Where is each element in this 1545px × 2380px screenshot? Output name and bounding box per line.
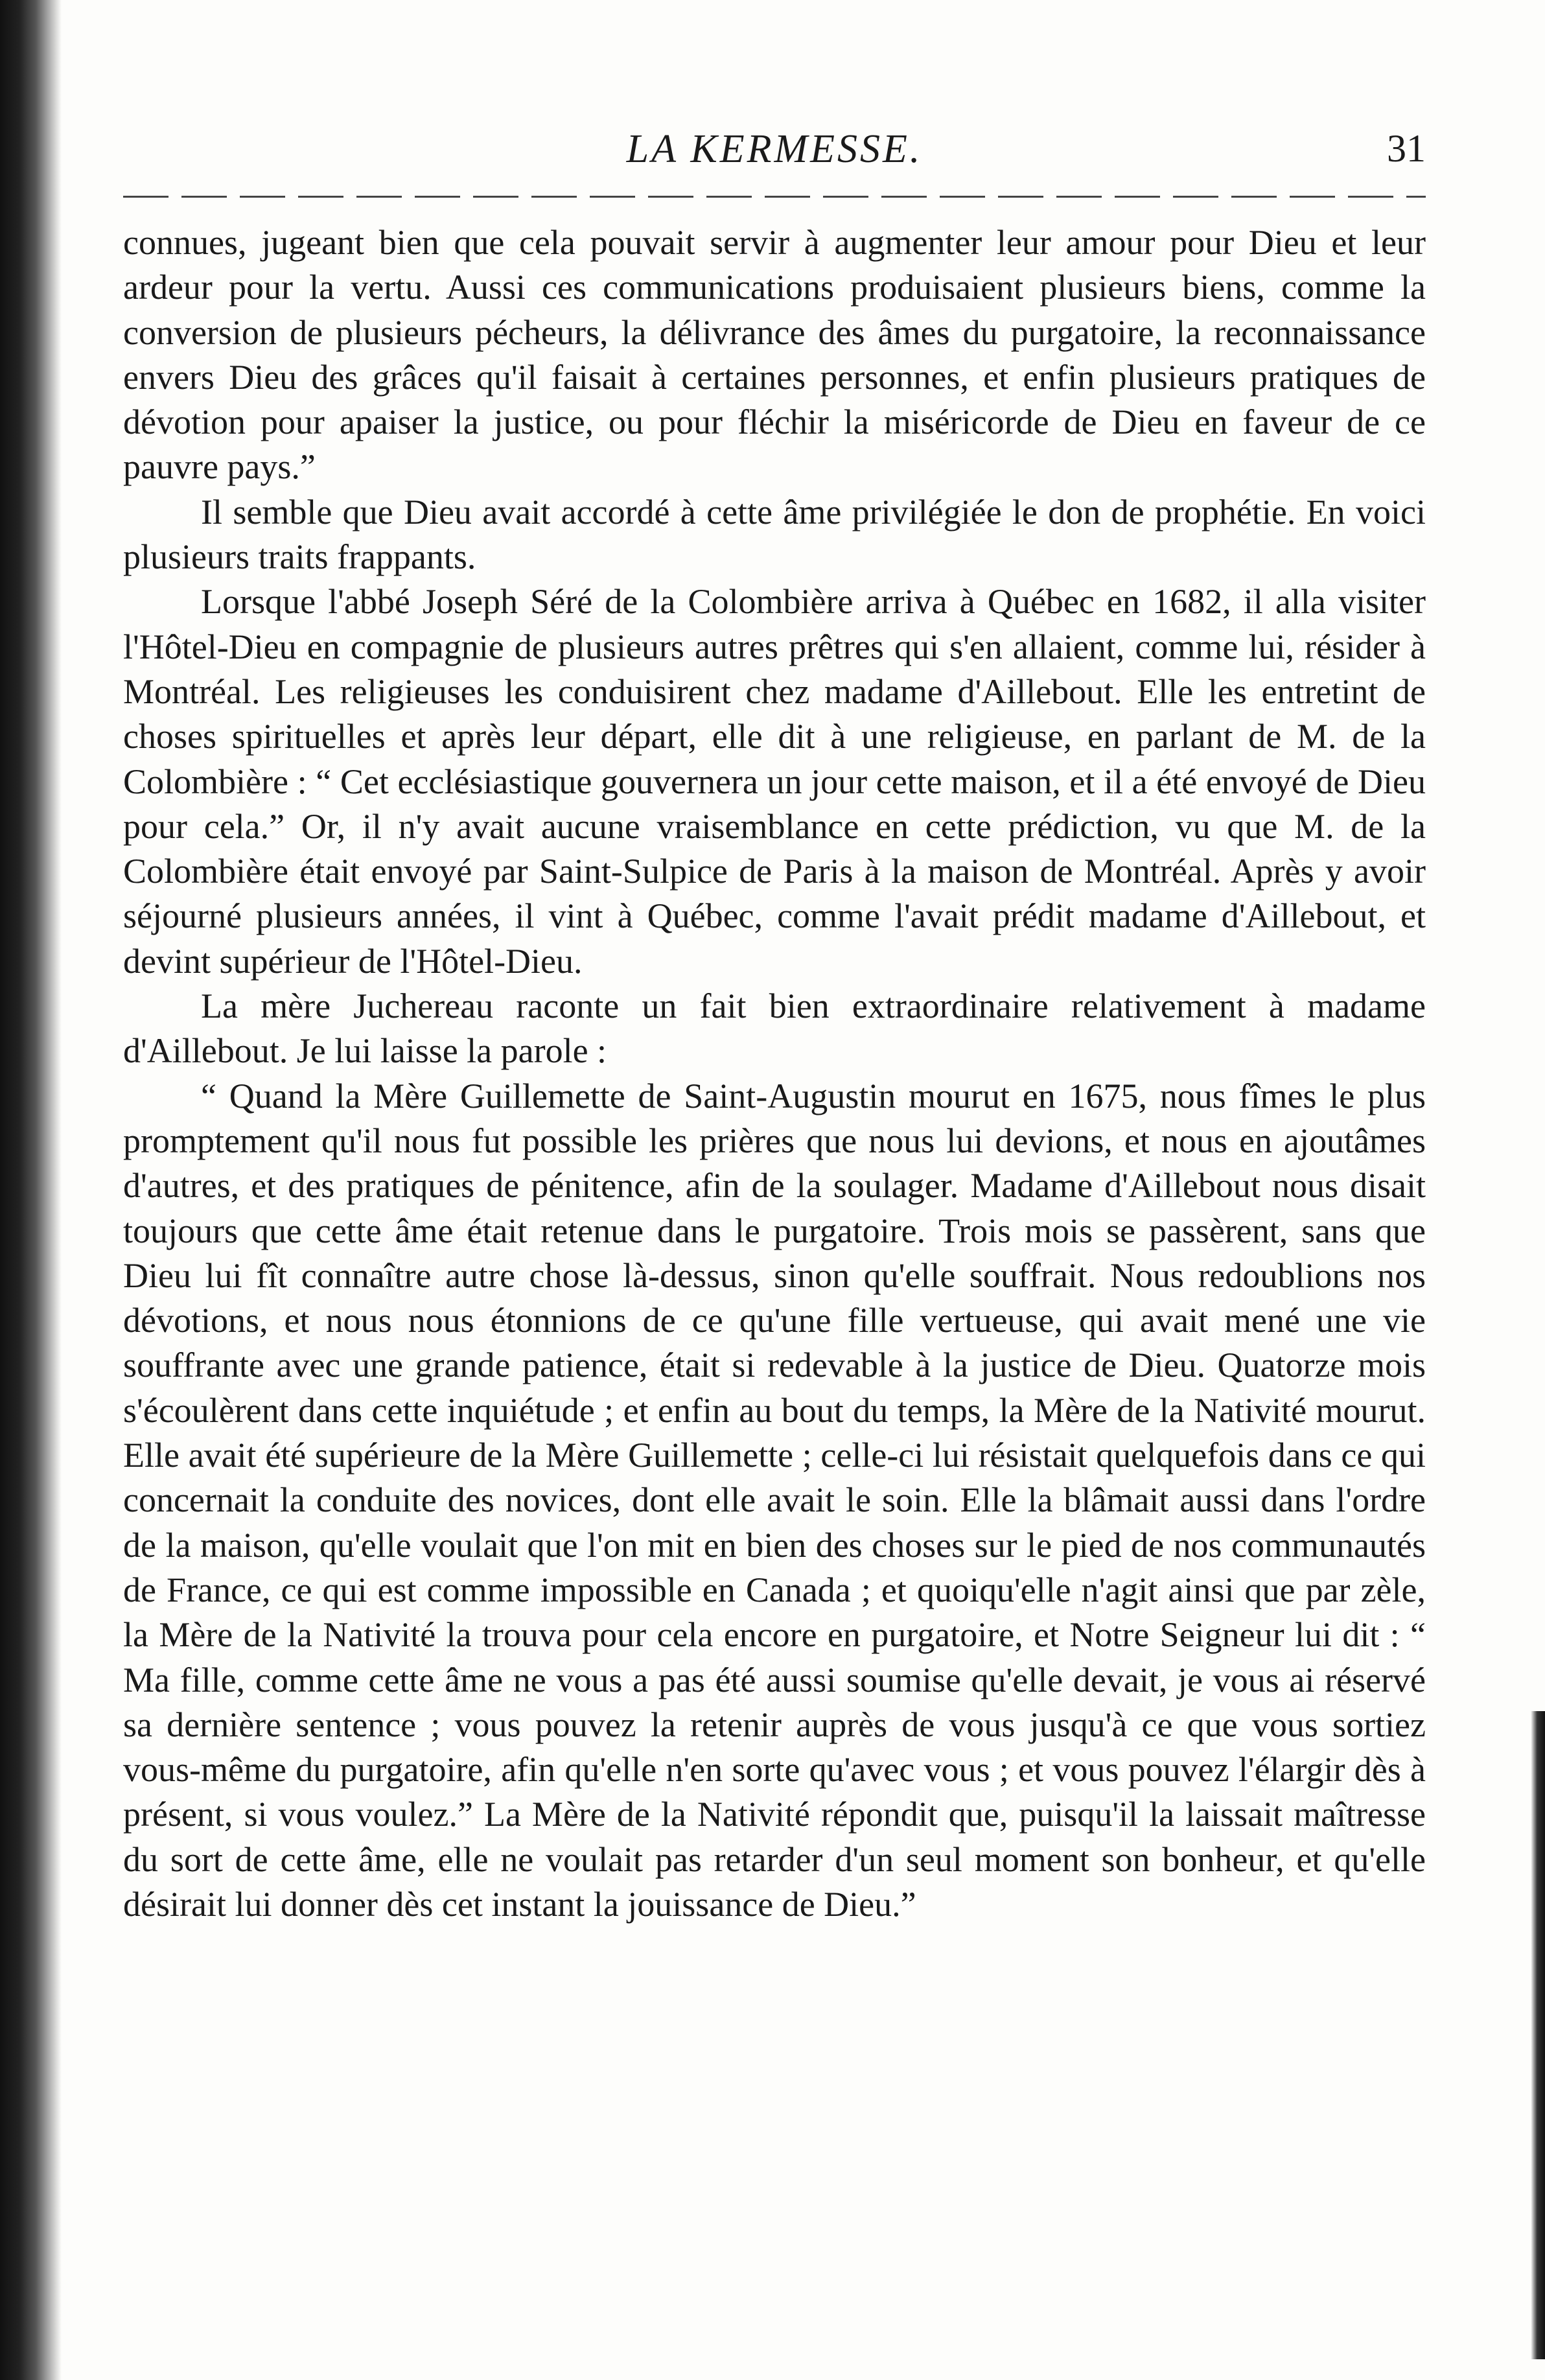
page-number: 31: [1387, 127, 1426, 170]
paragraph-5: “ Quand la Mère Guillemette de Saint-Augustin mourut en 1675, nous fîmes le plus promptement qu'il nous fut possible les prières que nous lui devions, et nous en ajoutâmes d'autres, et des pratiques de pénitence, afin de la soulager. Madame d'Aillebout nous disait toujours que cette âme était retenue dans le purgatoire. Trois mois se passèrent, sans que Dieu lui fît connaître autre chose là-dessus, sinon qu'elle souffrait. Nous redoublions nos dévotions, et nous nous étonnions de ce qu'une fille vertueuse, qui avait mené une vie souffrante avec une grande patience, était si redevable à la justice de Dieu. Quatorze mois s'écoulèrent dans cette inquiétude ; et enfin au bout du temps, la Mère de la Nativité mourut. Elle avait été supérieure de la Mère Guillemette ; celle-ci lui résistait quelquefois dans ce qui concernait la conduite des novices, dont elle avait le soin. Elle la blâmait aussi dans l'ordre de la maison, qu'elle voulait que l'on mit en bien des choses sur le pied de nos communautés de France, ce qui est comme impossible en Canada ; et quoiqu'elle n'agit ainsi que par zèle, la Mère de la Nativité la trouva pour cela encore en purgatoire, et Notre Seigneur lui dit : “ Ma fille, comme cette âme ne vous a pas été aussi soumise qu'elle devait, je vous ai réservé sa dernière sentence ; vous pouvez la retenir auprès de vous jusqu'à ce que vous sortiez vous-même du purgatoire, afin qu'elle n'en sorte qu'avec vous ; et vous pouvez l'élargir dès à présent, si vous voulez.” La Mère de la Nativité répondit que, puisqu'il la laissait maîtresse du sort de cette âme, elle ne voulait pas retarder d'un seul moment son bonheur, et qu'elle désirait lui donner dès cet instant la jouissance de Dieu.”: [123, 1076, 1426, 1924]
paragraph-1: connues, jugeant bien que cela pouvait servir à augmenter leur amour pour Dieu et leur ardeur pour la vertu. Aussi ces communications produisaient plusieurs biens, comme la conversion de plusieurs pécheurs, la délivrance des âmes du purgatoire, la reconnaissance envers Dieu des grâces qu'il faisait à certaines personnes, et enfin plusieurs pratiques de dévotion pour apaiser la justice, ou pour fléchir la miséricorde de Dieu en faveur de ce pauvre pays.”: [123, 223, 1426, 487]
paragraph-2: Il semble que Dieu avait accordé à cette âme privilégiée le don de prophétie. En voici plusieurs traits frappants.: [123, 492, 1426, 577]
header-rule: [123, 196, 1426, 198]
edge-shadow: [1531, 1711, 1545, 2359]
paragraph-4: La mère Juchereau raconte un fait bien extraordinaire relativement à madame d'Aillebout. Je lui laisse la parole :: [123, 986, 1426, 1071]
body-text: [123, 220, 1426, 1927]
running-title: LA KERMESSE.: [626, 127, 923, 171]
running-head: [123, 120, 1426, 178]
paragraph-3: Lorsque l'abbé Joseph Séré de la Colombière arriva à Québec en 1682, il alla visiter l'Hôtel-Dieu en compagnie de plusieurs autres prêtres qui s'en allaient, comme lui, résider à Montréal. Les religieuses les conduisirent chez madame d'Aillebout. Elle les entretint de choses spirituelles et après leur départ, elle dit à une religieuse, en parlant de M. de la Colombière : “ Cet ecclésiastique gouvernera un jour cette maison, et il a été envoyé de Dieu pour cela.” Or, il n'y avait aucune vraisemblance en cette prédiction, vu que M. de la Colombière était envoyé par Saint-Sulpice de Paris à la maison de Montréal. Après y avoir séjourné plusieurs années, il vint à Québec, comme l'avait prédit madame d'Aillebout, et devint supérieur de l'Hôtel-Dieu.: [123, 582, 1426, 981]
binding-shadow: [0, 0, 62, 2380]
